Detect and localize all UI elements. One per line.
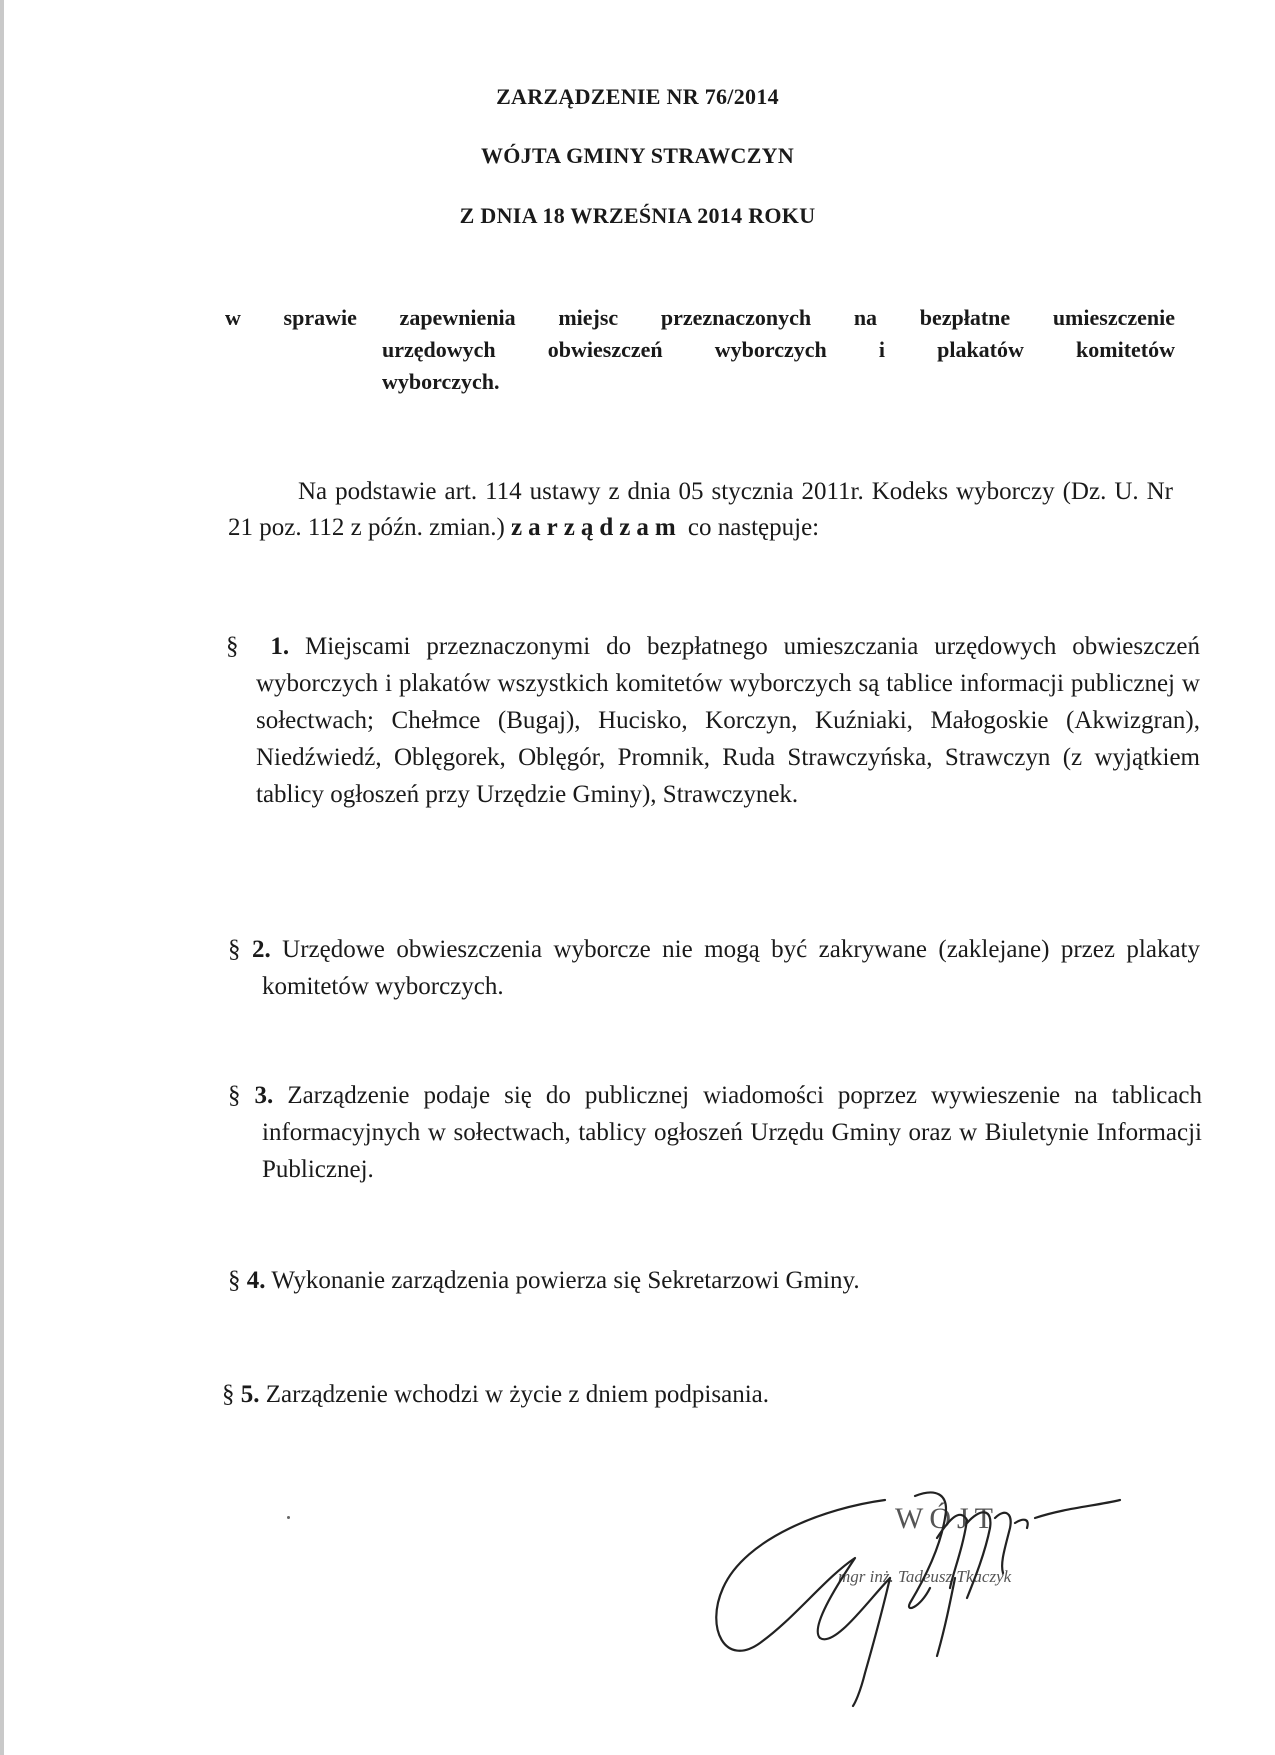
official-stamp-title: WÓJT	[895, 1502, 999, 1535]
paragraph-4-number: 4.	[246, 1267, 266, 1294]
paragraph-2	[228, 931, 1200, 1005]
issuer-title: WÓJTA GMINY STRAWCZYN	[480, 143, 795, 168]
official-stamp-name: mgr inż. Tadeusz Tkaczyk	[838, 1567, 1012, 1586]
document-date: Z DNIA 18 WRZEŚNIA 2014 ROKU	[459, 203, 816, 228]
legal-basis-decree-word: zarządzam	[511, 514, 682, 541]
paragraph-5	[222, 1376, 1162, 1413]
paragraph-2-number: 2.	[251, 936, 271, 963]
paragraph-2-text: Urzędowe obwieszczenia wyborcze nie mogą być zakrywane (zaklejane) przez plakaty komitetów wyborczych.	[262, 936, 1201, 1000]
subject-line-2: urzędowych obwieszczeń wyborczych i plakatów komitetów	[382, 337, 1175, 362]
paragraph-1-text: Miejscami przeznaczonymi do bezpłatnego umieszczania urzędowych obwieszczeń wyborczych i plakatów wszystkich komitetów wyborczych są tablice informacji publicznej w sołectwach; Chełmce (Bugaj), Hucisko, Korczyn, Kuźniaki, Małogoskie (Akwizgran), Niedźwiedź, Oblęgorek, Oblęgór, Promnik, Ruda Strawczyńska, Strawczyn (z wyjątkiem tablicy ogłoszeń przy Urzędzie Gminy), Strawczynek.	[256, 633, 1201, 808]
paragraph-3-sign: §	[228, 1082, 241, 1109]
paragraph-2-sign: §	[228, 936, 241, 963]
document-title: ZARZĄDZENIE NR 76/2014	[496, 84, 779, 109]
handwritten-signature	[705, 1478, 1125, 1708]
page-edge	[0, 0, 4, 1755]
paragraph-3-text: Zarządzenie podaje się do publicznej wiadomości poprzez wywieszenie na tablicach informacyjnych w sołectwach, tablicy ogłoszeń Urzędu Gminy oraz w Biuletynie Informacji Publicznej.	[262, 1082, 1203, 1183]
paragraph-4-text: Wykonanie zarządzenia powierza się Sekretarzowi Gminy.	[271, 1267, 860, 1294]
subject-line-3: wyborczych.	[382, 369, 500, 394]
paragraph-5-sign: §	[222, 1381, 235, 1408]
paragraph-1-sign: §	[226, 633, 239, 660]
scan-speck	[287, 1516, 290, 1519]
paragraph-5-number: 5.	[240, 1381, 260, 1408]
subject-block	[225, 302, 1175, 398]
legal-basis	[228, 474, 1173, 546]
paragraph-4	[228, 1262, 1168, 1299]
legal-basis-text: Na podstawie art. 114 ustawy z dnia 05 stycznia 2011r. Kodeks wyborczy (Dz. U. Nr 21 poz. 112 z późn. zmian.)	[228, 478, 1173, 541]
paragraph-1-number: 1.	[270, 633, 290, 660]
paragraph-4-sign: §	[228, 1267, 241, 1294]
paragraph-3	[228, 1077, 1202, 1188]
paragraph-1	[226, 628, 1200, 813]
legal-basis-ending: co następuje:	[681, 514, 820, 541]
subject-line-1: w sprawie zapewnienia miejsc przeznaczonych na bezpłatne umieszczenie	[225, 305, 1175, 330]
paragraph-3-number: 3.	[254, 1082, 274, 1109]
paragraph-5-text: Zarządzenie wchodzi w życie z dniem podpisania.	[265, 1381, 769, 1408]
